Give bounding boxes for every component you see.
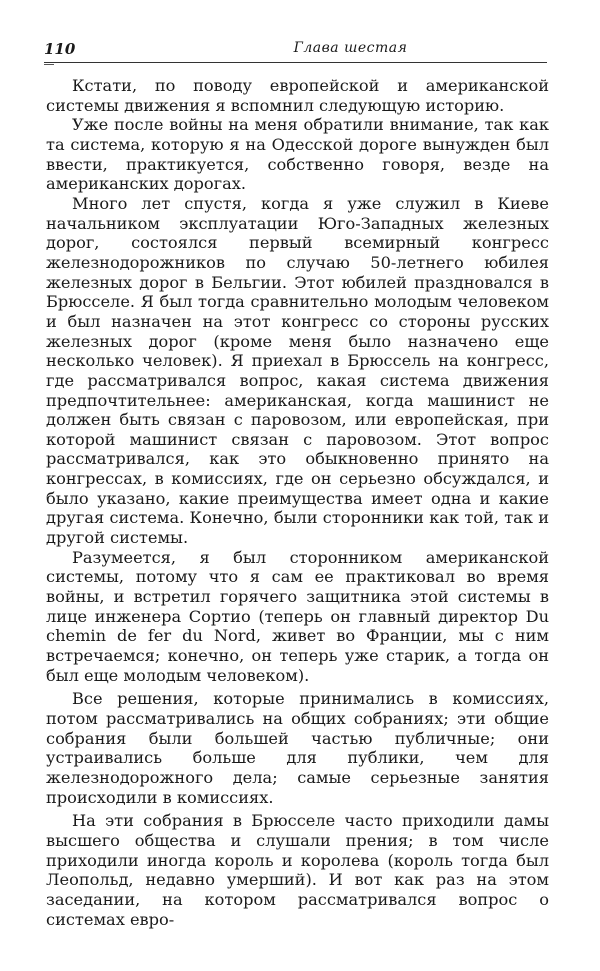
header-mark bbox=[44, 64, 54, 65]
paragraph-6: На эти собрания в Брюсселе часто приходили дамы высшего общества и слушали прения; в том числе приходили иногда король и королева (король тогда был Леопольд, недавно умерший). И вот как раз на этом заседании, на котором рассматривался вопрос о системах евро- bbox=[46, 811, 549, 929]
header-rule bbox=[44, 62, 547, 63]
body-text bbox=[46, 76, 549, 929]
paragraph-1: Кстати, по поводу европейской и американской системы движения я вспомнил следующую историю. bbox=[46, 76, 549, 115]
paragraph-5: Все решения, которые принимались в комиссиях, потом рассматривались на общих собраниях; эти общие собрания были большей частью публичные; они устраивались больше для публики, чем для железнодорожного дела; самые серьезные занятия происходили в комиссиях. bbox=[46, 689, 549, 807]
page-number: 110 bbox=[44, 40, 76, 58]
paragraph-4: Разумеется, я был сторонником американской системы, потому что я сам ее практиковал во время войны, и встретил горячего защитника этой системы в лице инженера Сортио (теперь он главный директор Du chemin de fer du Nord, живет во Франции, мы с ним встречаемся; конечно, он теперь уже старик, а тогда он был еще молодым человеком). bbox=[46, 547, 549, 685]
running-head: Глава шестая bbox=[293, 40, 408, 56]
paragraph-2: Уже после войны на меня обратили внимание, так как та система, которую я на Одесской дороге вынужден был ввести, практикуется, собственно говоря, везде на американских дорогах. bbox=[46, 115, 549, 194]
page-header bbox=[44, 40, 547, 62]
paragraph-3: Много лет спустя, когда я уже служил в Киеве начальником эксплуатации Юго-Западных железных дорог, состоялся первый всемирный конгресс железнодорожников по случаю 50-летнего юбилея железных дорог в Бельгии. Этот юбилей праздновался в Брюсселе. Я был тогда сравнительно молодым человеком и был назначен на этот конгресс со стороны русских железных дорог (кроме меня было назначено еще несколько человек). Я приехал в Брюссель на конгресс, где рассматривался вопрос, какая система движения предпочтительнее: американская, когда машинист не должен быть связан с паровозом, или европейская, при которой машинист связан с паровозом. Этот вопрос рассматривался, как это обыкновенно принято на конгрессах, в комиссиях, где он серьезно обсуждался, и было указано, какие преимущества имеет одна и какие другая система. Конечно, были сторонники как той, так и другой системы. bbox=[46, 193, 549, 548]
